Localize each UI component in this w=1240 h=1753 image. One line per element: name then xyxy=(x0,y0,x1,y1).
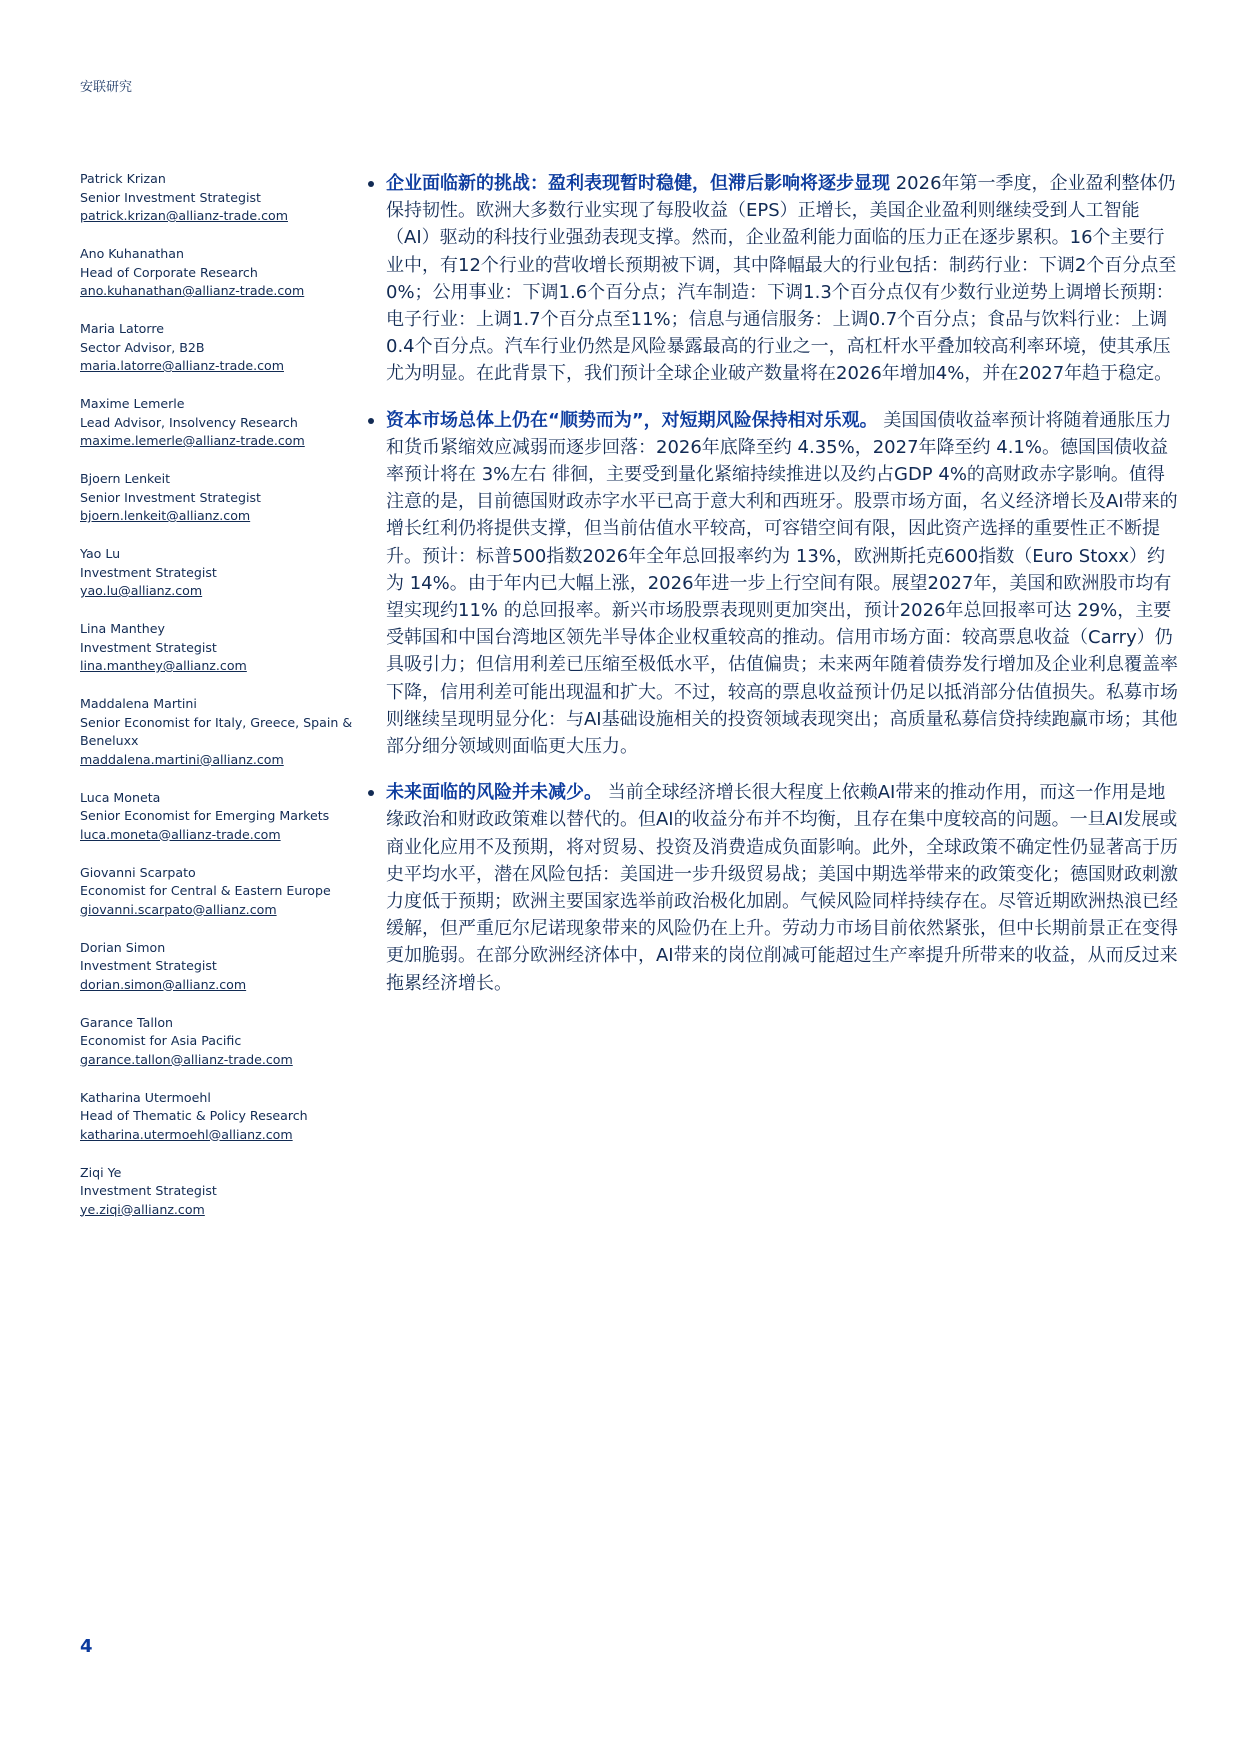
contact-title: Senior Economist for Italy, Greece, Spain & Beneluxx xyxy=(80,714,353,748)
bullet-point xyxy=(368,779,1180,997)
contact-name: Lina Manthey xyxy=(80,621,165,636)
contact-email-link[interactable]: patrick.krizan@allianz-trade.com xyxy=(80,208,288,223)
bullet-lead-text: 未来面临的风险并未减少。 xyxy=(386,782,602,804)
contact-title: Investment Strategist xyxy=(80,958,217,973)
bullet-body-text: 2026年第一季度，企业盈利整体仍保持韧性。欧洲大多数行业实现了每股收益（EPS）正增长，美国企业盈利则继续受到人工智能（AI）驱动的科技行业强劲表现支撑。然而，企业盈利能力面临的压力正在逐步累积。16个主要行业中，有12个行业的营收增长预期被下调，其中降幅最大的行业包括：制药行业：下调2个百分点至0%；公用事业：下调1.6个百分点；汽车制造：下调1.3个百分点仅有少数行业逆势上调增长预期：电子行业：上调1.7个百分点至11%；信息与通信服务：上调0.7个百分点；食品与饮料行业：上调0.4个百分点。汽车行业仍然是风险暴露最高的行业之一，高杠杆水平叠加较高利率环境，使其承压尤为明显。在此背景下，我们预计全球企业破产数量将在2026年增加4%，并在2027年趋于稳定。 xyxy=(386,173,1177,385)
contact-card xyxy=(80,1014,355,1070)
contact-email-link[interactable]: maxime.lemerle@allianz-trade.com xyxy=(80,433,305,448)
contact-name: Garance Tallon xyxy=(80,1014,174,1030)
contact-card xyxy=(80,864,355,920)
contact-name: Maxime Lemerle xyxy=(80,396,185,411)
contact-name: Giovanni Scarpato xyxy=(80,864,196,880)
contact-title: Investment Strategist xyxy=(80,564,217,580)
contact-card xyxy=(80,320,355,376)
contact-title: Economist for Central & Eastern Europe xyxy=(80,883,331,898)
page-number: 4 xyxy=(80,1636,93,1657)
report-header-label: 安联研究 xyxy=(80,80,133,95)
bullet-point xyxy=(368,407,1180,761)
contact-card xyxy=(80,170,355,226)
contact-title: Economist for Asia Pacific xyxy=(80,1033,242,1048)
contact-title: Sector Advisor, B2B xyxy=(80,339,205,355)
contact-name: Bjoern Lenkeit xyxy=(80,471,171,486)
contact-title: Investment Strategist xyxy=(80,1183,217,1198)
contact-card xyxy=(80,1089,355,1145)
contact-email-link[interactable]: lina.manthey@allianz.com xyxy=(80,658,247,673)
contact-email-link[interactable]: yao.lu@allianz.com xyxy=(80,583,203,598)
contact-card xyxy=(80,245,355,301)
contact-email-link[interactable]: maddalena.martini@allianz.com xyxy=(80,751,284,767)
contact-card xyxy=(80,620,355,676)
contact-email-link[interactable]: garance.tallon@allianz-trade.com xyxy=(80,1051,293,1067)
contact-title: Senior Economist for Emerging Markets xyxy=(80,808,330,823)
bullet-lead-text: 企业面临新的挑战：盈利表现暂时稳健，但滞后影响将逐步显现 xyxy=(386,173,890,194)
contact-name: Yao Lu xyxy=(80,546,121,561)
contact-card xyxy=(80,1164,355,1220)
contact-email-link[interactable]: bjoern.lenkeit@allianz.com xyxy=(80,508,251,523)
bullet-body-text: 当前全球经济增长很大程度上依赖AI带来的推动作用，而这一作用是地缘政治和财政政策难以替代的。但AI的收益分布并不均衡，且存在集中度较高的问题。一旦AI发展或商业化应用不及预期，将对贸易、投资及消费造成负面影响。此外，全球政策不确定性仍显著高于历史平均水平，潜在风险包括：美国进一步升级贸易战；美国中期选举带来的政策变化；德国财政刺激力度低于预期；欧洲主要国家选举前政治极化加剧。气候风险同样持续存在。尽管近期欧洲热浪已经缓解，但严重厄尔尼诺现象带来的风险仍在上升。劳动力市场目前依然紧张，但中长期前景正在变得更加脆弱。在部分欧洲经济体中，AI带来的岗位削减可能超过生产率提升所带来的收益，从而反过来拖累经济增长。 xyxy=(386,782,1178,994)
contact-email-link[interactable]: ano.kuhanathan@allianz-trade.com xyxy=(80,283,305,298)
contact-card xyxy=(80,470,355,526)
contact-title: Lead Advisor, Insolvency Research xyxy=(80,414,298,430)
main-content xyxy=(368,170,1180,1016)
contact-title: Head of Thematic & Policy Research xyxy=(80,1108,308,1123)
contact-card xyxy=(80,395,355,451)
contact-name: Maddalena Martini xyxy=(80,696,197,711)
contact-email-link[interactable]: katharina.utermoehl@allianz.com xyxy=(80,1126,293,1142)
bullet-lead-text: 资本市场总体上仍在“顺势而为”，对短期风险保持相对乐观。 xyxy=(386,409,878,431)
contact-card xyxy=(80,789,355,845)
contact-email-link[interactable]: luca.moneta@allianz-trade.com xyxy=(80,826,281,842)
contact-title: Investment Strategist xyxy=(80,639,217,655)
contacts-list xyxy=(80,170,355,1239)
contact-name: Katharina Utermoehl xyxy=(80,1089,211,1105)
contact-email-link[interactable]: maria.latorre@allianz-trade.com xyxy=(80,358,284,373)
contact-name: Dorian Simon xyxy=(80,939,166,955)
contact-name: Patrick Krizan xyxy=(80,171,166,186)
contact-title: Senior Investment Strategist xyxy=(80,489,261,505)
contact-card xyxy=(80,695,355,769)
contact-card xyxy=(80,545,355,601)
contact-name: Luca Moneta xyxy=(80,789,161,805)
contact-email-link[interactable]: dorian.simon@allianz.com xyxy=(80,976,247,992)
bullet-point xyxy=(368,170,1180,388)
contact-email-link[interactable]: ye.ziqi@allianz.com xyxy=(80,1201,205,1217)
contact-name: Ziqi Ye xyxy=(80,1164,122,1180)
contact-name: Ano Kuhanathan xyxy=(80,246,184,261)
contact-title: Head of Corporate Research xyxy=(80,264,258,280)
bullet-body-text: 美国国债收益率预计将随着通胀压力和货币紧缩效应减弱而逐步回落：2026年底降至约 4.35%，2027年降至约 4.1%。德国国债收益率预计将在 3%左右 徘徊，主要受到量化紧缩持续推进以及约占GDP 4%的高财政赤字影响。值得注意的是，目前德国财政赤字水平已高于意大利和西班牙。股票市场方面，名义经济增长及AI带来的增长红利仍将提供支撑，但当前估值水平较高，可容错空间有限，因此资产选择的重要性正不断提升。预计：标普500指数2026年全年总回报率约为 13%，欧洲斯托克600指数（Euro Stoxx）约为 14%。由于年内已大幅上涨，2026年进一步上行空间有限。展望2027年，美国和欧洲股市均有望实现约11% 的总回报率。新兴市场股票表现则更加突出，预计2026年总回报率可达 29%，主要受韩国和中国台湾地区领先半导体企业权重较高的推动。信用市场方面：较高票息收益（Carry）仍具吸引力；但信用利差已压缩至极低水平，估值偏贵；未来两年随着债券发行增加及企业利息覆盖率下降，信用利差可能出现温和扩大。不过，较高的票息收益预计仍足以抵消部分估值损失。私募市场则继续呈现明显分化：与AI基础设施相关的投资领域表现突出；高质量私募信贷持续跑赢市场；其他部分细分领域则面临更大压力。 xyxy=(386,409,1178,758)
contact-email-link[interactable]: giovanni.scarpato@allianz.com xyxy=(80,901,277,917)
contact-title: Senior Investment Strategist xyxy=(80,189,261,205)
contact-card xyxy=(80,939,355,995)
contact-name: Maria Latorre xyxy=(80,321,164,336)
